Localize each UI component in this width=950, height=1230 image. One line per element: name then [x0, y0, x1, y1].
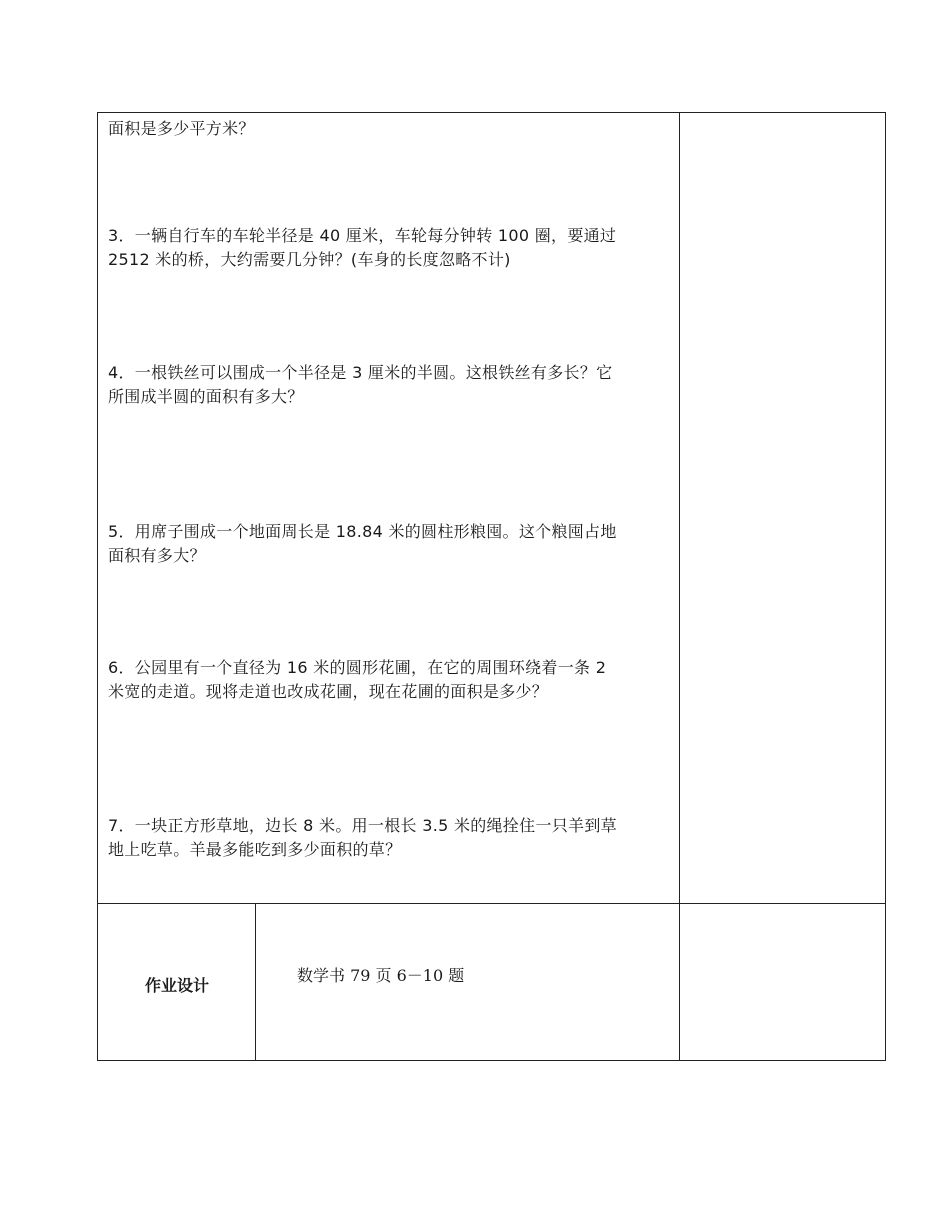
problem-4: 4．一根铁丝可以围成一个半径是 3 厘米的半圆。这根铁丝有多长？它 所围成半圆的面积有多大？ — [108, 363, 613, 406]
lesson-table — [97, 112, 886, 1061]
problem-5: 5．用席子围成一个地面周长是 18.84 米的圆柱形粮囤。这个粮囤占地 面积有多大？ — [108, 522, 617, 565]
problem-3: 3．一辆自行车的车轮半径是 40 厘米，车轮每分钟转 100 圈，要通过 2512 米的桥，大约需要几分钟？(车身的长度忽略不计) — [108, 226, 617, 269]
homework-label: 作业设计 — [144, 976, 209, 995]
homework-content: 数学书 79 页 6－10 题 — [297, 966, 465, 985]
problem-6: 6．公园里有一个直径为 16 米的圆形花圃，在它的周围环绕着一条 2 米宽的走道。现将走道也改成花圃，现在花圃的面积是多少？ — [108, 658, 607, 701]
row-divider-homework — [98, 903, 885, 904]
column-divider-right — [679, 113, 680, 1060]
problem-2-continuation: 面积是多少平方米？ — [108, 119, 255, 138]
problem-7: 7．一块正方形草地，边长 8 米。用一根长 3.5 米的绳拴住一只羊到草 地上吃草。羊最多能吃到多少面积的草？ — [108, 816, 617, 859]
